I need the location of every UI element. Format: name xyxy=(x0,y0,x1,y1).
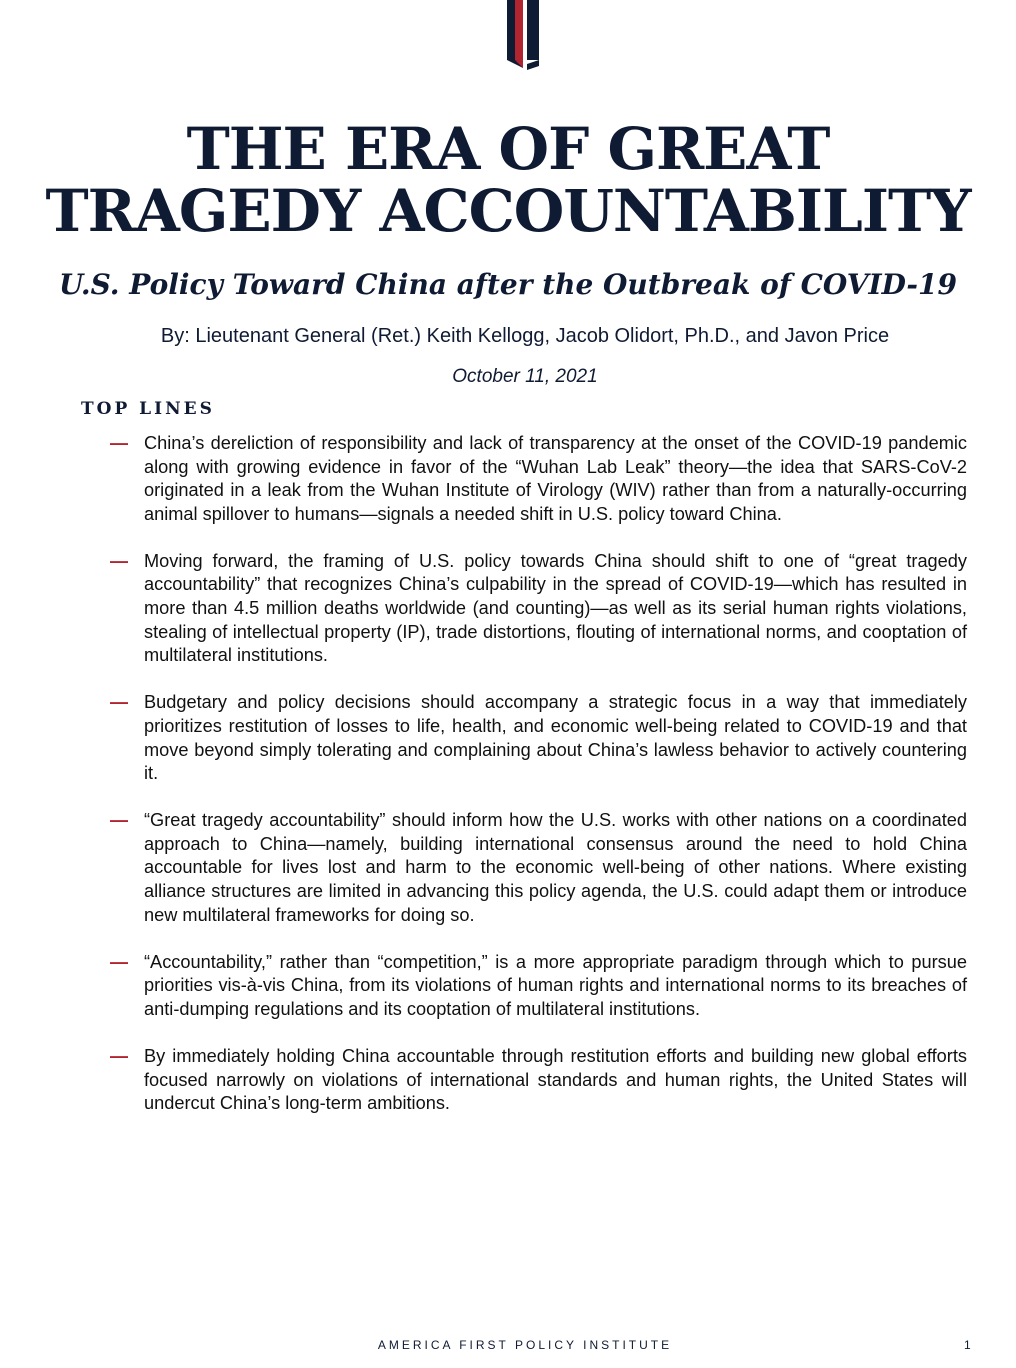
list-item-text: “Great tragedy accountability” should inform how the U.S. works with other nations on a coordinated approach to China—namely, building international consensus around the need to hold China accountable for lives lost and harm to the economic well-being of other nations. Where existing alliance structures are limited in advancing this policy agenda, the U.S. could adapt them or introduce new multilateral frameworks for doing so. xyxy=(144,810,967,925)
list-item xyxy=(110,809,967,927)
list-item-text: “Accountability,” rather than “competition,” is a more appropriate paradigm through which to pursue priorities vis-à-vis China, from its violations of human rights and international norms to its breaches of anti-dumping regulations and its cooptation of multilateral institutions. xyxy=(144,951,967,1019)
page-number: 1 xyxy=(964,1338,971,1352)
page-title xyxy=(0,115,1016,245)
list-item xyxy=(110,550,967,668)
bullet-dash: — xyxy=(110,951,128,972)
page-subtitle: U.S. Policy Toward China after the Outbreak of COVID-19 xyxy=(58,268,958,301)
list-item-text: Moving forward, the framing of U.S. policy towards China should shift to one of “great tragedy accountability” that recognizes China’s culpability in the spread of COVID-19—which has resulted in more than 4.5 million deaths worldwide (and counting)—as well as its serial human rights violations, stealing of intellectual property (IP), trade distortions, flouting of international norms, and cooptation of multilateral institutions. xyxy=(144,550,967,666)
list-item-text: By immediately holding China accountable through restitution efforts and building new global efforts focused narrowly on violations of international standards and human rights, the United States will undercut China’s long-term ambitions. xyxy=(144,1045,967,1114)
footer-organization: AMERICA FIRST POLICY INSTITUTE xyxy=(377,1338,673,1352)
top-lines-list xyxy=(110,432,967,1139)
list-item-text: Budgetary and policy decisions should accompany a strategic focus in a way that immediately prioritizes restitution of losses to life, health, and economic well-being related to COVID-19 and that move beyond simply tolerating and complaining about China’s lawless behavior to actively countering it. xyxy=(144,692,967,784)
ribbon-icon xyxy=(507,0,541,70)
bullet-dash: — xyxy=(110,550,128,571)
list-item xyxy=(110,691,967,785)
list-item-text: China’s dereliction of responsibility and lack of transparency at the onset of the COVID-19 pandemic along with growing evidence in favor of the “Wuhan Lab Leak” theory—the idea that SARS-CoV-2 originated in a leak from the Wuhan Institute of Virology (WIV) rather than from a naturally-occurring animal spillover to humans—signals a needed shift in U.S. policy toward China. xyxy=(144,433,967,524)
bullet-dash: — xyxy=(110,1045,128,1066)
list-item xyxy=(110,1045,967,1116)
list-item xyxy=(110,951,967,1022)
author-byline: By: Lieutenant General (Ret.) Keith Kellogg, Jacob Olidort, Ph.D., and Javon Price xyxy=(160,325,890,347)
bullet-dash: — xyxy=(110,433,128,453)
section-heading-top-lines: TOP LINES xyxy=(81,399,215,419)
publication-date: October 11, 2021 xyxy=(452,366,598,387)
title-line-1: THE ERA OF GREAT xyxy=(186,115,830,183)
bullet-dash: — xyxy=(110,810,128,831)
title-line-2: TRAGEDY ACCOUNTABILITY xyxy=(45,177,971,245)
list-item xyxy=(110,432,967,526)
bullet-dash: — xyxy=(110,692,128,713)
